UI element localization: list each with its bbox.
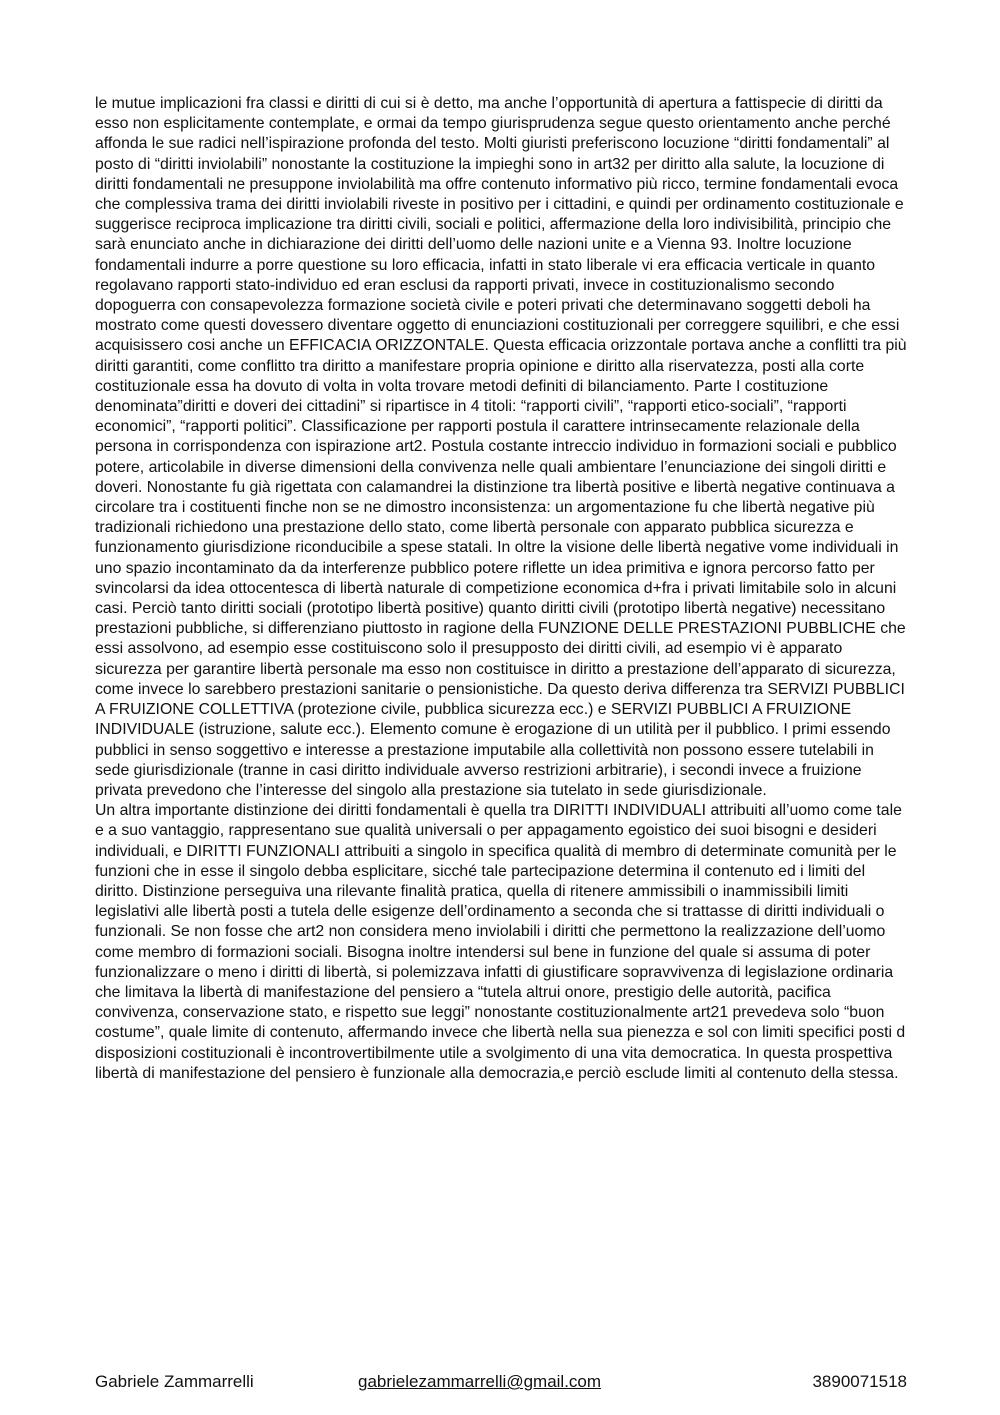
document-body (95, 94, 907, 1084)
paragraph-diritti-fondamentali: le mutue implicazioni fra classi e diritti di cui si è detto, ma anche l’opportunità di apertura a fattispecie di diritti da esso non esplicitamente contemplate, e ormai da tempo giurisprudenza segue questo orientamento anche perché affonda le sue radici nell’ispirazione profonda del testo. Molti giuristi preferiscono locuzione “diritti fondamentali” al posto di “diritti inviolabili” nonostante la costituzione la impieghi sono in art32 per diritto alla salute, la locuzione di diritti fondamentali ne presuppone inviolabilità ma offre contenuto informativo più ricco, termine fondamentali evoca che complessiva trama dei diritti inviolabili riveste in positivo per i cittadini, e quindi per ordinamento costituzionale e suggerisce reciproca implicazione tra diritti civili, sociali e politici, affermazione della loro indivisibilità, principio che sarà enunciato anche in dichiarazione dei diritti dell’uomo delle nazioni unite e a Vienna 93. Inoltre locuzione fondamentali indurre a porre questione su loro efficacia, infatti in stato liberale vi era efficacia verticale in quanto regolavano rapporti stato-individuo ed eran esclusi da rapporti privati, invece in costituzionalismo secondo dopoguerra con consapevolezza formazione società civile e poteri privati che determinavano soggetti deboli ha mostrato come questi dovessero diventare oggetto di enunciazioni costituzionali per correggere squilibri, e che essi acquisissero cosi anche un EFFICACIA ORIZZONTALE. Questa efficacia orizzontale portava anche a conflitti tra più diritti garantiti, come conflitto tra diritto a manifestare propria opinione e diritto alla riservatezza, posti alla corte costituzionale essa ha dovuto di volta in volta trovare metodi definiti di bilanciamento. Parte I costituzione denominata”diritti e doveri dei cittadini” si ripartisce in 4 titoli: “rapporti civili”, “rapporti etico-sociali”, “rapporti economici”, “rapporti politici”. Classificazione per rapporti postula il carattere intrinsecamente relazionale della persona in corrispondenza con ispirazione art2. Postula costante intreccio individuo in formazioni sociali e pubblico potere, articolabile in diverse dimensioni della convivenza nelle quali ambientare l’enunciazione dei singoli diritti e doveri. Nonostante fu già rigettata con calamandrei la distinzione tra libertà positive e libertà negative continuava a circolare tra i costituenti finche non se ne dimostro inconsistenza: un argomentazione fu che libertà negative più tradizionali richiedono una prestazione dello stato, come libertà personale con apparato pubblica sicurezza e funzionamento giurisdizione riconducibile a spese statali. In oltre la visione delle libertà negative vome individuali in uno spazio incontaminato da da interferenze pubblico potere riflette un idea primitiva e ignora percorso fatto per svincolarsi da idea ottocentesca di libertà naturale di competizione economica d+fra i privati limitabile solo in alcuni casi. Perciò tanto diritti sociali (prototipo libertà positive) quanto diritti civili (prototipo libertà negative) necessitano prestazioni pubbliche, si differenziano piuttosto in ragione della FUNZIONE DELLE PRESTAZIONI PUBBLICHE che essi assolvono, ad esempio esse costituiscono solo il presupposto dei diritti civili, ad esempio vi è apparato sicurezza per garantire libertà personale ma esso non costituisce in diritto a prestazione dell’apparato di sicurezza, come invece lo sarebbero prestazioni sanitarie o pensionistiche. Da questo deriva differenza tra SERVIZI PUBBLICI A FRUIZIONE COLLETTIVA (protezione civile, pubblica sicurezza ecc.) e SERVIZI PUBBLICI A FRUIZIONE INDIVIDUALE (istruzione, salute ecc.). Elemento comune è erogazione di un utilità per il pubblico. I primi essendo pubblici in senso soggettivo e interesse a prestazione imputabile alla collettività non possono essere tutelabili in sede giurisdizionale (tranne in casi diritto individuale avverso restrizioni arbitrarie), i secondi invece a fruizione privata prevedono che l’interesse del singolo alla prestazione sia tutelato in sede giurisdizionale. (95, 95, 907, 799)
footer-email-link[interactable]: gabrielezammarrelli@gmail.com (358, 1372, 602, 1391)
footer-phone: 3890071518 (812, 1372, 907, 1391)
page-footer (95, 1371, 907, 1393)
footer-author: Gabriele Zammarrelli (95, 1372, 254, 1391)
paragraph-diritti-individuali-funzionali: Un altra importante distinzione dei diritti fondamentali è quella tra DIRITTI INDIVIDUALI attribuiti all’uomo come tale e a suo vantaggio, rappresentano sue qualità universali o per appagamento egoistico dei suoi bisogni e desideri individuali, e DIRITTI FUNZIONALI attribuiti a singolo in specifica qualità di membro di determinate comunità per le funzioni che in esse il singolo debba esplicitare, sicché tale partecipazione determina il contenuto ed i limiti del diritto. Distinzione perseguiva una rilevante finalità pratica, quella di ritenere ammissibili o inammissibili limiti legislativi alle libertà posti a tutela delle esigenze dell’ordinamento a seconda che si trattasse di diritti individuali o funzionali. Se non fosse che art2 non considera meno inviolabili i diritti che permettono la realizzazione dell’uomo come membro di formazioni sociali. Bisogna inoltre intendersi sul bene in funzione del quale si assuma di poter funzionalizzare o meno i diritti di libertà, si polemizzava infatti di giustificare sopravvivenza di legislazione ordinaria che limitava la libertà di manifestazione del pensiero a “tutela altrui onore, prestigio delle autorità, pacifica convivenza, conservazione stato, e rispetto sue leggi” nonostante costituzionalmente art21 prevedeva solo “buon costume”, quale limite di contenuto, affermando invece che libertà nella sua pienezza e sol con limiti specifici posti d disposizioni costituzionali è incontrovertibilmente utile a svolgimento di una vita democratica. In questa prospettiva libertà di manifestazione del pensiero è funzionale alla democrazia,e perciò esclude limiti al contenuto della stessa. (95, 802, 906, 1082)
